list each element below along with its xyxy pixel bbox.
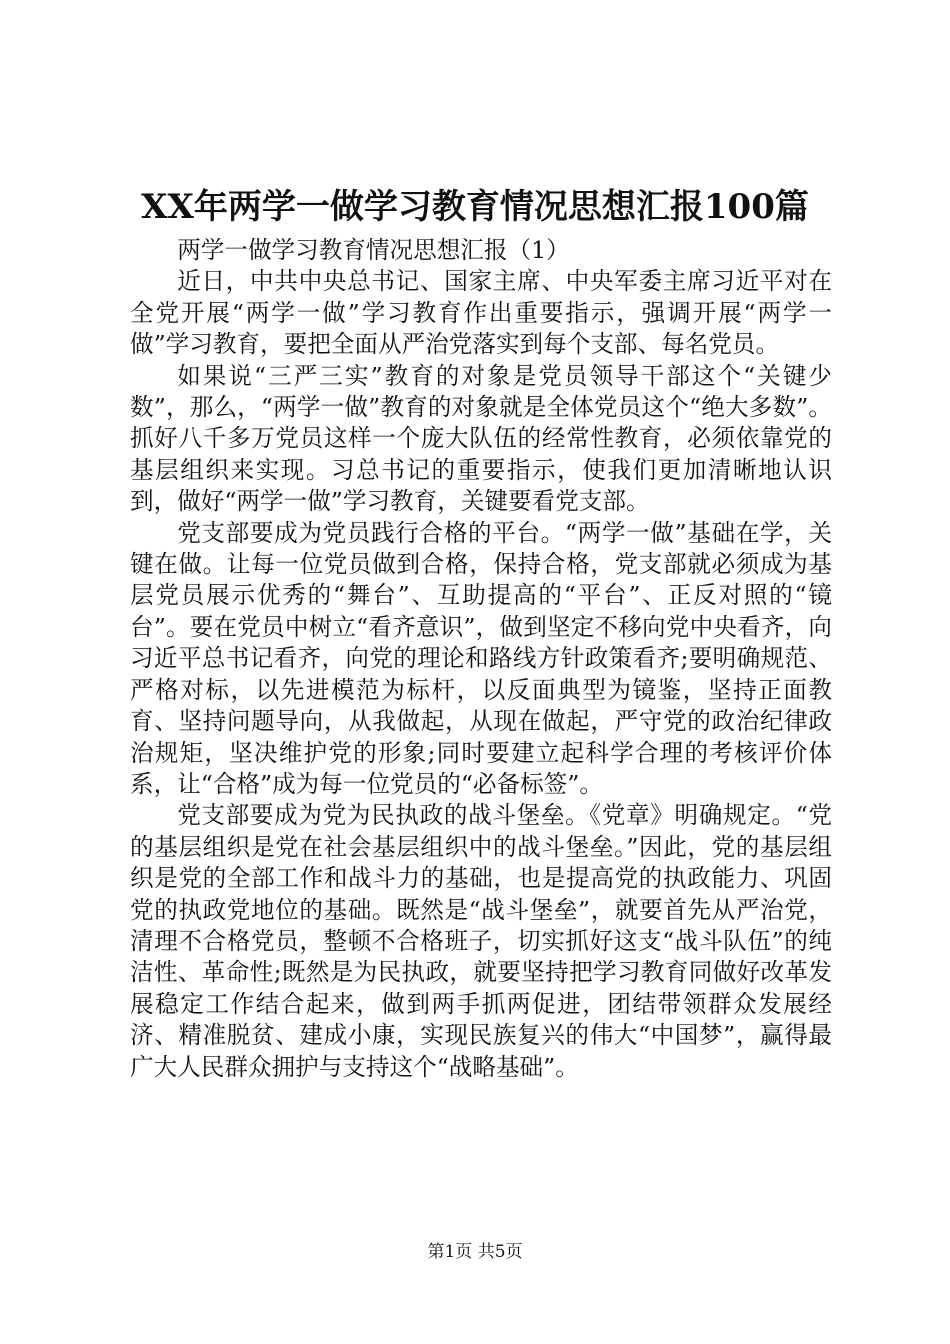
paragraph-subtitle: 两学一做学习教育情况思想汇报（1） <box>177 236 570 264</box>
paragraph: 近日，中共中央总书记、国家主席、中央军委主席习近平对在全党开展“两学一做”学习教育作出重要指示，强调开展“两学一做”学习教育，要把全面从严治党落实到每个支部、每名党员。 <box>130 267 832 359</box>
page-number-footer: 第1页 共5页 <box>427 1242 523 1262</box>
document-title: XX年两学一做学习教育情况思想汇报100篇 <box>141 187 809 227</box>
paragraph: 如果说“三严三实”教育的对象是党员领导干部这个“关键少数”，那么，“两学一做”教育的对象就是全体党员这个“绝大多数”。抓好八千多万党员这样一个庞大队伍的经常性教育，必须依靠党的基层组织来实现。习总书记的重要指示，使我们更加清晰地认识到，做好“两学一做”学习教育，关键要看党支部。 <box>130 361 832 516</box>
paragraph: 党支部要成为党员践行合格的平台。“两学一做”基础在学，关键在做。让每一位党员做到合格，保持合格，党支部就必须成为基层党员展示优秀的“舞台”、互助提高的“平台”、正反对照的“镜台”。要在党员中树立“看齐意识”，做到坚定不移向党中央看齐，向习近平总书记看齐，向党的理论和路线方针政策看齐;要明确规范、严格对标，以先进模范为标杆，以反面典型为镜鉴，坚持正面教育、坚持问题导向，从我做起，从现在做起，严守党的政治纪律政治规矩，坚决维护党的形象;同时要建立起科学合理的考核评价体系，让“合格”成为每一位党员的“必备标签”。 <box>130 518 832 798</box>
paragraph: 党支部要成为党为民执政的战斗堡垒。《党章》明确规定。“党的基层组织是党在社会基层组织中的战斗堡垒。”因此，党的基层组织是党的全部工作和战斗力的基础，也是提高党的执政能力、巩固党的执政党地位的基础。既然是“战斗堡垒”，就要首先从严治党，清理不合格党员，整顿不合格班子，切实抓好这支“战斗队伍”的纯洁性、革命性;既然是为民执政，就要坚持把学习教育同做好改革发展稳定工作结合起来，做到两手抓两促进，团结带领群众发展经济、精准脱贫、建成小康，实现民族复兴的伟大“中国梦”，赢得最广大人民群众拥护与支持这个“战略基础”。 <box>130 801 832 1081</box>
document-body <box>130 235 832 1083</box>
